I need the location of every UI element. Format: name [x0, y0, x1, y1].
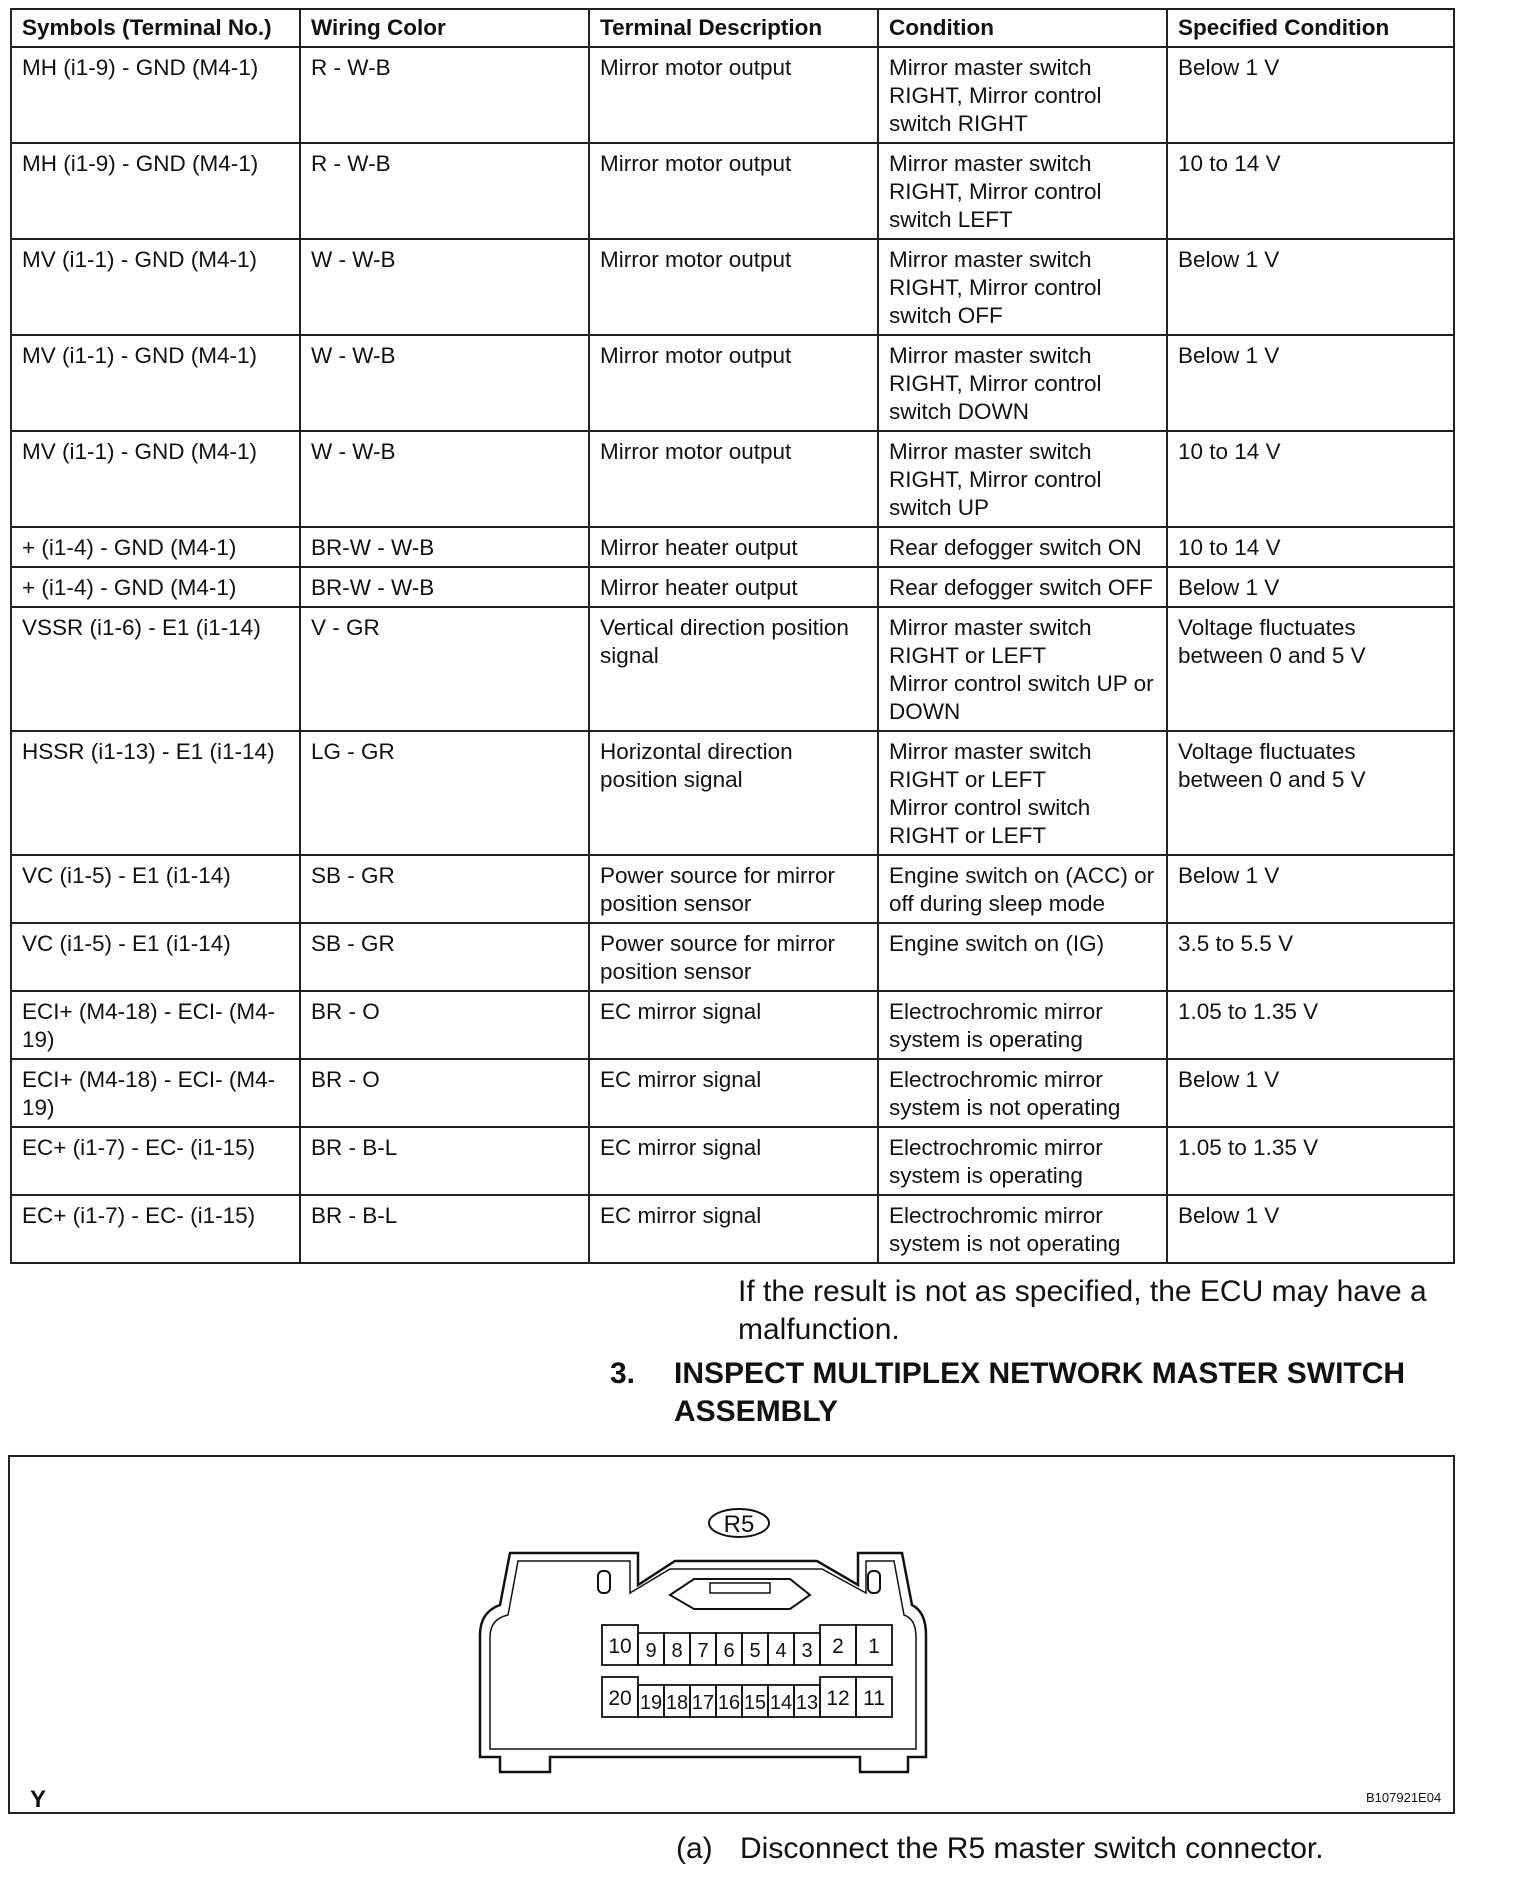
- cell-terminal-description: Mirror motor output: [589, 47, 878, 143]
- cell-symbols: VSSR (i1-6) - E1 (i1-14): [11, 607, 300, 731]
- cell-terminal-description: Mirror heater output: [589, 567, 878, 607]
- table-row: [11, 567, 1454, 607]
- center-latch-slot: [710, 1583, 770, 1593]
- cell-specified-condition: Below 1 V: [1167, 855, 1454, 923]
- header-specified-condition: Specified Condition: [1167, 9, 1454, 47]
- table-row: [11, 1059, 1454, 1127]
- pin-15: 15: [743, 1692, 767, 1714]
- pin-1: 1: [868, 1635, 880, 1658]
- cell-terminal-description: EC mirror signal: [589, 1059, 878, 1127]
- connector-housing: [480, 1553, 926, 1772]
- cell-specified-condition: 1.05 to 1.35 V: [1167, 1127, 1454, 1195]
- cell-condition: Electrochromic mirror system is not operating: [878, 1059, 1167, 1127]
- figure-corner-letter: Y: [30, 1786, 47, 1813]
- substep-text: Disconnect the R5 master switch connector.: [740, 1832, 1324, 1865]
- cell-terminal-description: Power source for mirror position sensor: [589, 923, 878, 991]
- cell-specified-condition: Below 1 V: [1167, 335, 1454, 431]
- cell-condition: Electrochromic mirror system is operating: [878, 991, 1167, 1059]
- cell-specified-condition: 10 to 14 V: [1167, 143, 1454, 239]
- table-row: [11, 923, 1454, 991]
- connector-label: R5: [723, 1511, 755, 1538]
- right-lock-tab: [868, 1571, 880, 1593]
- table-row: [11, 47, 1454, 143]
- cell-terminal-description: EC mirror signal: [589, 1195, 878, 1263]
- cell-wiring-color: SB - GR: [300, 855, 589, 923]
- cell-wiring-color: BR-W - W-B: [300, 527, 589, 567]
- pin-17: 17: [691, 1692, 715, 1714]
- header-symbols: Symbols (Terminal No.): [11, 9, 300, 47]
- table-body: [11, 47, 1454, 1263]
- cell-specified-condition: Below 1 V: [1167, 1059, 1454, 1127]
- table-row: [11, 991, 1454, 1059]
- cell-condition: Mirror master switch RIGHT, Mirror control switch LEFT: [878, 143, 1167, 239]
- cell-specified-condition: Below 1 V: [1167, 1195, 1454, 1263]
- cell-wiring-color: W - W-B: [300, 335, 589, 431]
- pin-18: 18: [665, 1692, 689, 1714]
- pin-4: 4: [775, 1640, 787, 1662]
- cell-wiring-color: R - W-B: [300, 143, 589, 239]
- connector-diagram: [10, 1457, 1457, 1816]
- cell-symbols: EC+ (i1-7) - EC- (i1-15): [11, 1127, 300, 1195]
- cell-condition: Mirror master switch RIGHT, Mirror control switch RIGHT: [878, 47, 1167, 143]
- table-row: [11, 527, 1454, 567]
- table-row: [11, 1195, 1454, 1263]
- cell-condition: Mirror master switch RIGHT, Mirror control switch OFF: [878, 239, 1167, 335]
- pin-16: 16: [717, 1692, 741, 1714]
- cell-symbols: ECI+ (M4-18) - ECI- (M4- 19): [11, 1059, 300, 1127]
- cell-specified-condition: Below 1 V: [1167, 239, 1454, 335]
- cell-wiring-color: BR-W - W-B: [300, 567, 589, 607]
- cell-symbols: VC (i1-5) - E1 (i1-14): [11, 923, 300, 991]
- cell-terminal-description: Vertical direction position signal: [589, 607, 878, 731]
- cell-symbols: + (i1-4) - GND (M4-1): [11, 527, 300, 567]
- pin-13: 13: [795, 1692, 819, 1714]
- pin-6: 6: [723, 1640, 735, 1662]
- cell-terminal-description: Mirror motor output: [589, 143, 878, 239]
- cell-symbols: MH (i1-9) - GND (M4-1): [11, 143, 300, 239]
- table-header-row: [11, 9, 1454, 47]
- cell-terminal-description: Horizontal direction position signal: [589, 731, 878, 855]
- cell-symbols: ECI+ (M4-18) - ECI- (M4- 19): [11, 991, 300, 1059]
- cell-condition: Mirror master switch RIGHT or LEFT Mirror control switch UP or DOWN: [878, 607, 1167, 731]
- cell-condition: Rear defogger switch OFF: [878, 567, 1167, 607]
- cell-wiring-color: W - W-B: [300, 239, 589, 335]
- cell-specified-condition: Voltage fluctuates between 0 and 5 V: [1167, 607, 1454, 731]
- pin-14: 14: [769, 1692, 793, 1714]
- header-wiring-color: Wiring Color: [300, 9, 589, 47]
- pin-8: 8: [671, 1640, 683, 1662]
- cell-wiring-color: LG - GR: [300, 731, 589, 855]
- cell-specified-condition: 10 to 14 V: [1167, 431, 1454, 527]
- cell-symbols: + (i1-4) - GND (M4-1): [11, 567, 300, 607]
- cell-condition: Electrochromic mirror system is not operating: [878, 1195, 1167, 1263]
- cell-condition: Rear defogger switch ON: [878, 527, 1167, 567]
- cell-terminal-description: EC mirror signal: [589, 991, 878, 1059]
- step-number: 3.: [610, 1357, 636, 1390]
- cell-condition: Engine switch on (ACC) or off during sleep mode: [878, 855, 1167, 923]
- terminal-spec-table: [10, 8, 1455, 1264]
- pin-10: 10: [608, 1635, 632, 1658]
- pin-7: 7: [697, 1640, 709, 1662]
- cell-terminal-description: Mirror motor output: [589, 431, 878, 527]
- cell-condition: Engine switch on (IG): [878, 923, 1167, 991]
- pin-9: 9: [645, 1640, 657, 1662]
- pin-11: 11: [863, 1687, 885, 1710]
- cell-wiring-color: V - GR: [300, 607, 589, 731]
- table-row: [11, 239, 1454, 335]
- pin-20: 20: [608, 1687, 632, 1710]
- header-terminal-description: Terminal Description: [589, 9, 878, 47]
- cell-specified-condition: 10 to 14 V: [1167, 527, 1454, 567]
- cell-condition: Mirror master switch RIGHT or LEFT Mirror control switch RIGHT or LEFT: [878, 731, 1167, 855]
- cell-wiring-color: BR - B-L: [300, 1195, 589, 1263]
- pin-5: 5: [749, 1640, 761, 1662]
- cell-specified-condition: Below 1 V: [1167, 47, 1454, 143]
- cell-specified-condition: Below 1 V: [1167, 567, 1454, 607]
- cell-symbols: MH (i1-9) - GND (M4-1): [11, 47, 300, 143]
- substep-label: (a): [676, 1832, 713, 1865]
- table-row: [11, 1127, 1454, 1195]
- table-row: [11, 431, 1454, 527]
- cell-condition: Electrochromic mirror system is operating: [878, 1127, 1167, 1195]
- cell-specified-condition: 3.5 to 5.5 V: [1167, 923, 1454, 991]
- cell-wiring-color: W - W-B: [300, 431, 589, 527]
- cell-condition: Mirror master switch RIGHT, Mirror control switch DOWN: [878, 335, 1167, 431]
- cell-wiring-color: SB - GR: [300, 923, 589, 991]
- result-note: If the result is not as specified, the ECU may have a malfunction.: [738, 1275, 1427, 1346]
- pin-2: 2: [832, 1635, 844, 1658]
- cell-symbols: MV (i1-1) - GND (M4-1): [11, 431, 300, 527]
- cell-wiring-color: BR - O: [300, 991, 589, 1059]
- table-row: [11, 607, 1454, 731]
- cell-terminal-description: Mirror heater output: [589, 527, 878, 567]
- table-row: [11, 143, 1454, 239]
- cell-terminal-description: Mirror motor output: [589, 239, 878, 335]
- cell-terminal-description: Mirror motor output: [589, 335, 878, 431]
- cell-wiring-color: BR - O: [300, 1059, 589, 1127]
- connector-figure: [8, 1455, 1455, 1814]
- cell-specified-condition: Voltage fluctuates between 0 and 5 V: [1167, 731, 1454, 855]
- cell-symbols: EC+ (i1-7) - EC- (i1-15): [11, 1195, 300, 1263]
- cell-wiring-color: BR - B-L: [300, 1127, 589, 1195]
- cell-symbols: VC (i1-5) - E1 (i1-14): [11, 855, 300, 923]
- pin-12: 12: [826, 1687, 850, 1710]
- table-row: [11, 731, 1454, 855]
- table-row: [11, 335, 1454, 431]
- pin-19: 19: [639, 1692, 663, 1714]
- cell-symbols: HSSR (i1-13) - E1 (i1-14): [11, 731, 300, 855]
- figure-code: B107921E04: [1366, 1790, 1442, 1805]
- cell-symbols: MV (i1-1) - GND (M4-1): [11, 335, 300, 431]
- pin-3: 3: [801, 1640, 813, 1662]
- pin-grid: [602, 1625, 892, 1717]
- cell-terminal-description: Power source for mirror position sensor: [589, 855, 878, 923]
- cell-terminal-description: EC mirror signal: [589, 1127, 878, 1195]
- header-condition: Condition: [878, 9, 1167, 47]
- cell-symbols: MV (i1-1) - GND (M4-1): [11, 239, 300, 335]
- cell-condition: Mirror master switch RIGHT, Mirror control switch UP: [878, 431, 1167, 527]
- step-title: INSPECT MULTIPLEX NETWORK MASTER SWITCH ASSEMBLY: [674, 1357, 1406, 1428]
- left-lock-tab: [598, 1571, 610, 1593]
- cell-wiring-color: R - W-B: [300, 47, 589, 143]
- cell-specified-condition: 1.05 to 1.35 V: [1167, 991, 1454, 1059]
- table-row: [11, 855, 1454, 923]
